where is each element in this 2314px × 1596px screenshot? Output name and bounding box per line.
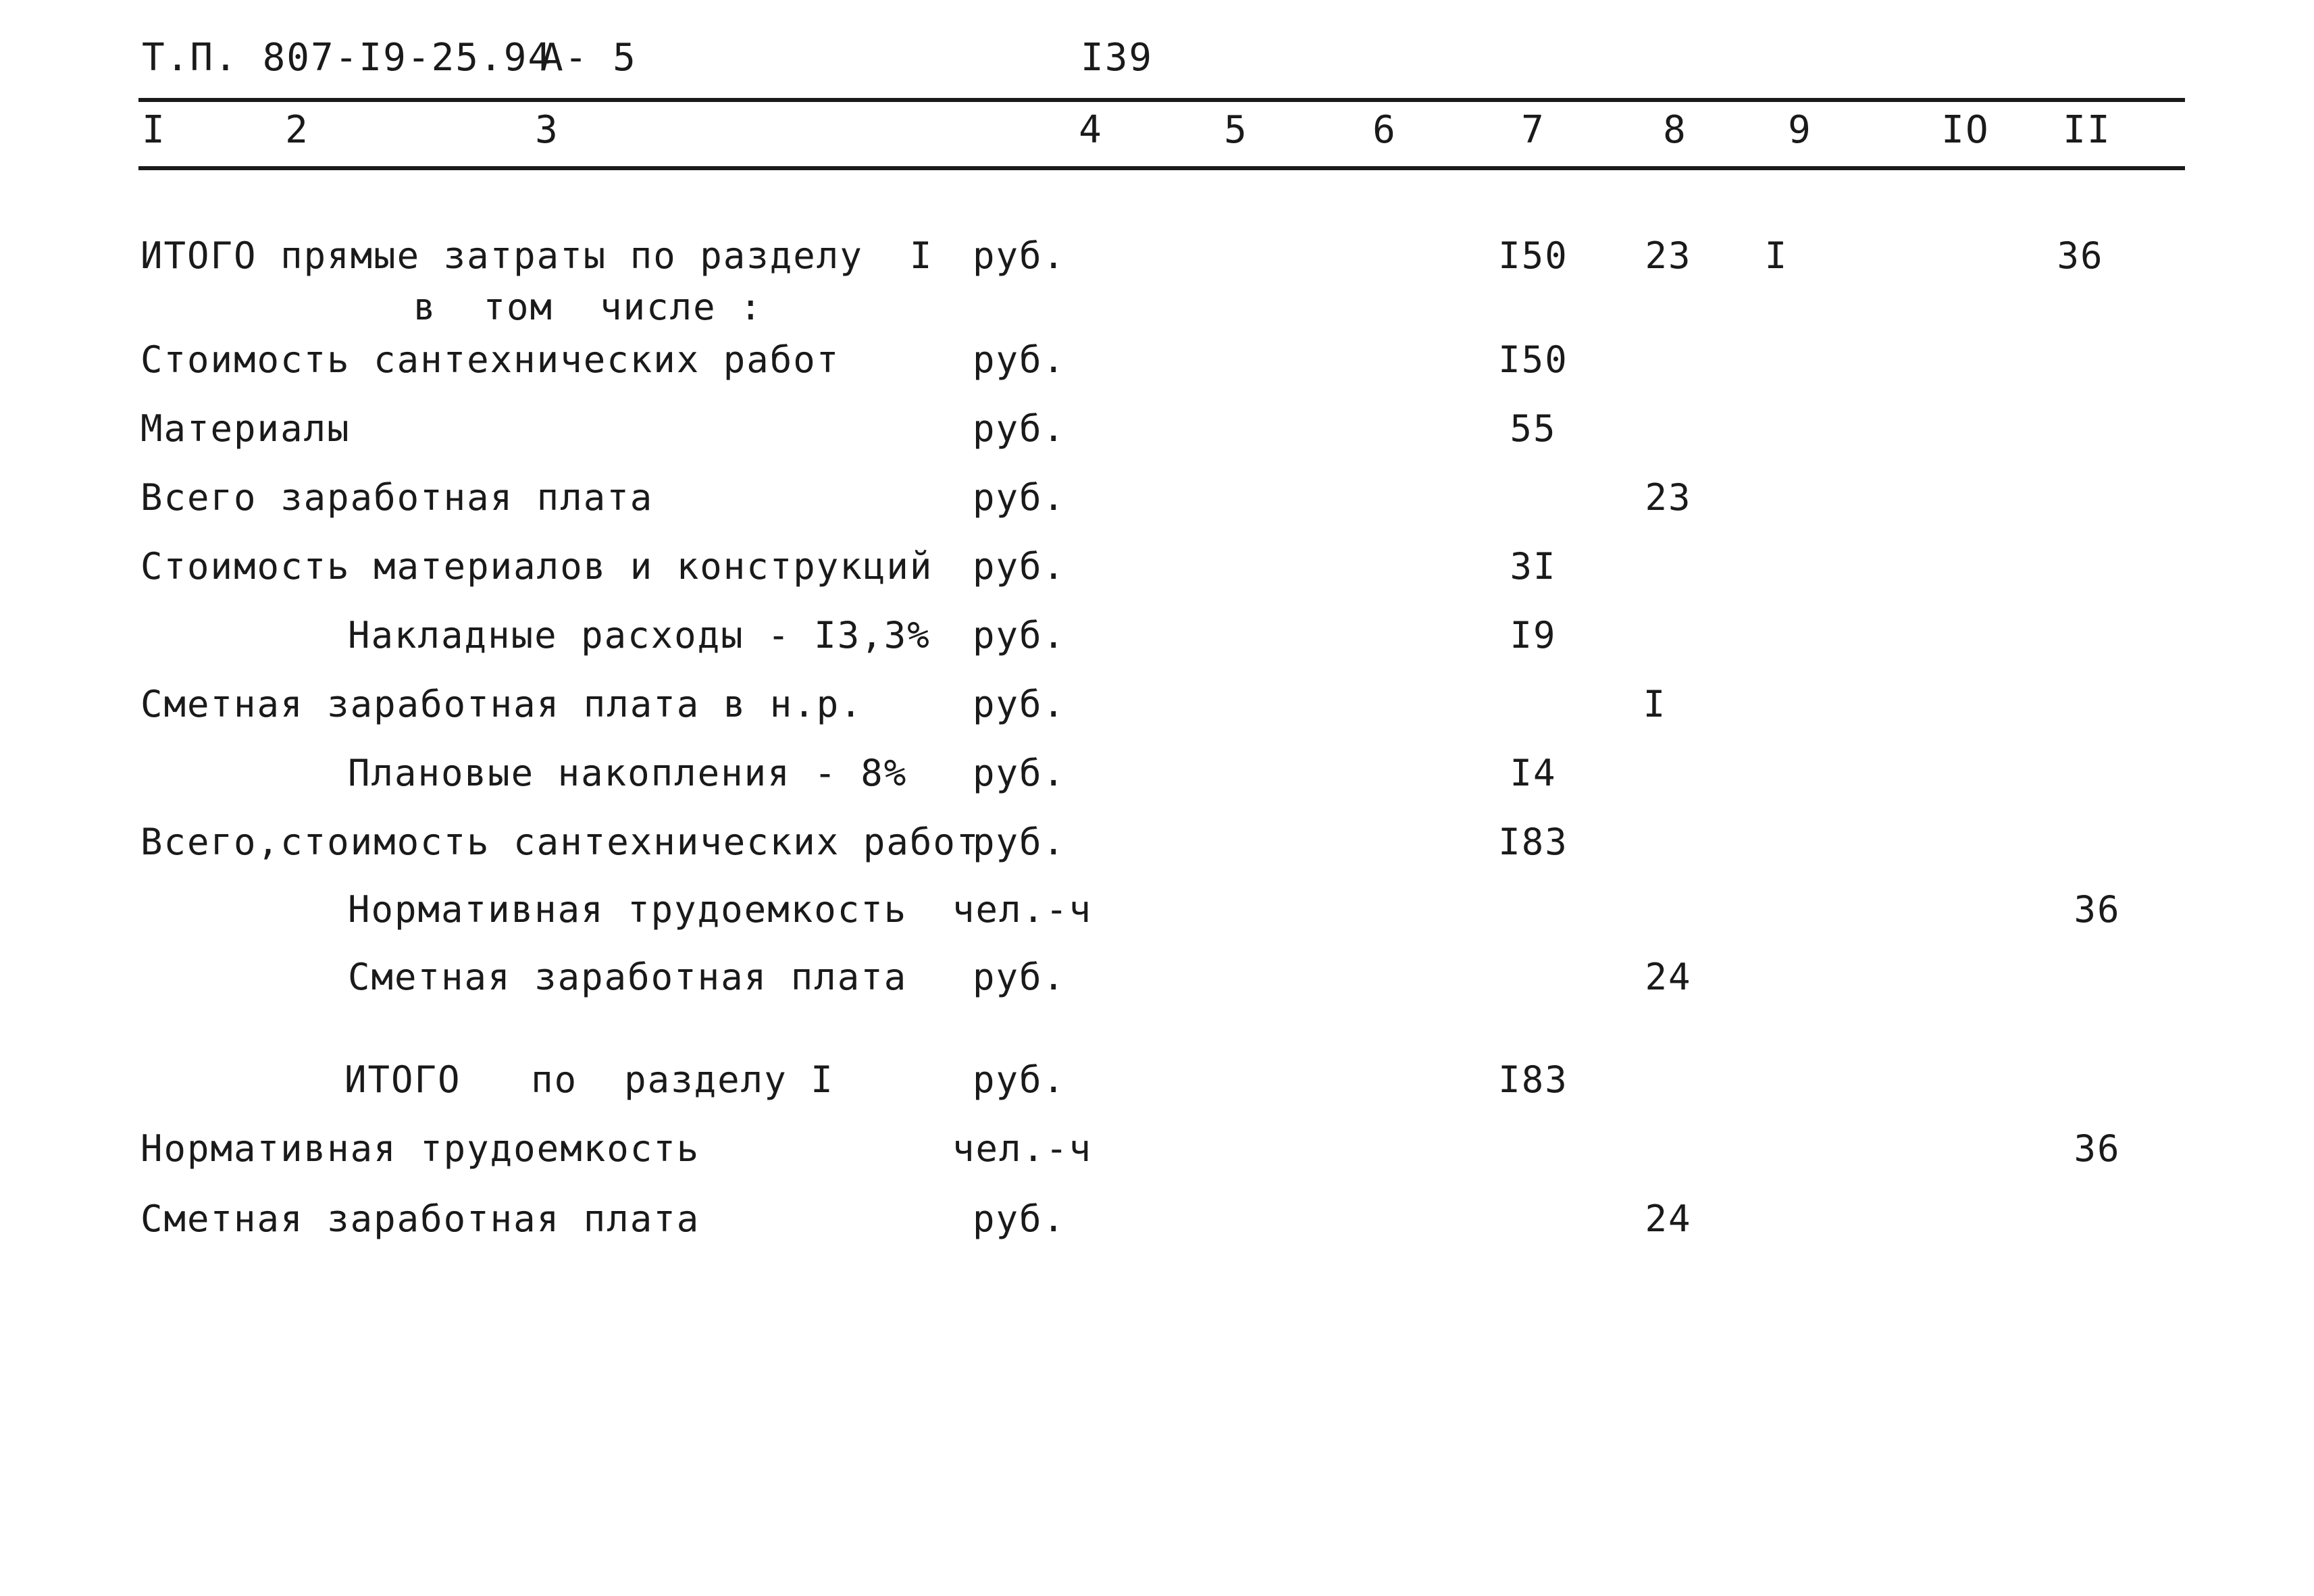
row-label: Всего,стоимость сантехнических работ	[140, 821, 980, 863]
cell-col7: I50	[1498, 234, 1568, 277]
row-unit: руб.	[973, 1198, 1066, 1240]
header-bottom-rule	[138, 166, 2185, 170]
row-unit: руб.	[973, 956, 1066, 998]
row-label: Стоимость сантехнических работ	[140, 338, 840, 381]
row-label: Сметная заработная плата	[140, 1198, 700, 1240]
row-subheading: в том числе :	[413, 286, 763, 328]
cell-col8: 24	[1645, 1198, 1692, 1240]
row-label: ИТОГО по разделу I	[344, 1058, 834, 1101]
row-unit: чел.-ч	[952, 888, 1093, 931]
row-label: ИТОГО прямые затраты по разделу I	[140, 234, 933, 277]
column-header-8: 8	[1663, 108, 1687, 152]
cell-col7: I83	[1498, 1058, 1568, 1101]
row-unit: руб.	[973, 614, 1066, 657]
column-header-9: 9	[1788, 108, 1812, 152]
column-header-4: 4	[1079, 108, 1103, 152]
column-header-7: 7	[1521, 108, 1545, 152]
row-unit: руб.	[973, 338, 1066, 381]
row-unit: руб.	[973, 234, 1066, 277]
row-label: Материалы	[140, 407, 351, 450]
column-header-6: 6	[1372, 108, 1397, 152]
row-unit: руб.	[973, 752, 1066, 794]
header-top-rule	[138, 98, 2185, 102]
cell-col7: 55	[1510, 407, 1557, 450]
cell-col11: 36	[2074, 1127, 2121, 1170]
cell-col7: I83	[1498, 821, 1568, 863]
row-label: Плановые накопления - 8%	[348, 752, 908, 794]
cell-col7: I4	[1510, 752, 1557, 794]
cell-col7: I9	[1510, 614, 1557, 657]
row-label: Накладные расходы - I3,3%	[348, 614, 931, 657]
row-unit: руб.	[973, 407, 1066, 450]
row-unit: руб.	[973, 1058, 1066, 1101]
column-header-11: II	[2063, 108, 2111, 152]
cell-col11: 36	[2074, 888, 2121, 931]
cell-col8: 23	[1645, 234, 1692, 277]
album-number: А- 5	[540, 36, 637, 80]
row-unit: руб.	[973, 476, 1066, 519]
row-label: Стоимость материалов и конструкций	[140, 545, 933, 588]
column-header-5: 5	[1224, 108, 1248, 152]
row-label: Сметная заработная плата в н.р.	[140, 683, 863, 725]
row-label: Нормативная трудоемкость	[348, 888, 908, 931]
row-unit: чел.-ч	[952, 1127, 1093, 1170]
cell-col9: I	[1764, 234, 1789, 277]
cell-col7: I50	[1498, 338, 1568, 381]
column-header-10: IO	[1941, 108, 1990, 152]
row-label: Нормативная трудоемкость	[140, 1127, 700, 1170]
cell-col11: 36	[2057, 234, 2104, 277]
row-unit: руб.	[973, 683, 1066, 725]
row-label: Всего заработная плата	[140, 476, 654, 519]
row-label: Сметная заработная плата	[348, 956, 908, 998]
cell-col8: 24	[1645, 956, 1692, 998]
cell-col7: 3I	[1510, 545, 1557, 588]
row-unit: руб.	[973, 821, 1066, 863]
column-header-2: 2	[285, 108, 309, 152]
row-unit: руб.	[973, 545, 1066, 588]
cell-col8: I	[1643, 683, 1667, 725]
column-header-1: I	[142, 108, 166, 152]
page-number: I39	[1081, 36, 1154, 80]
document-code: Т.П. 807-I9-25.94	[142, 36, 552, 80]
column-header-3: 3	[535, 108, 559, 152]
cell-col8: 23	[1645, 476, 1692, 519]
